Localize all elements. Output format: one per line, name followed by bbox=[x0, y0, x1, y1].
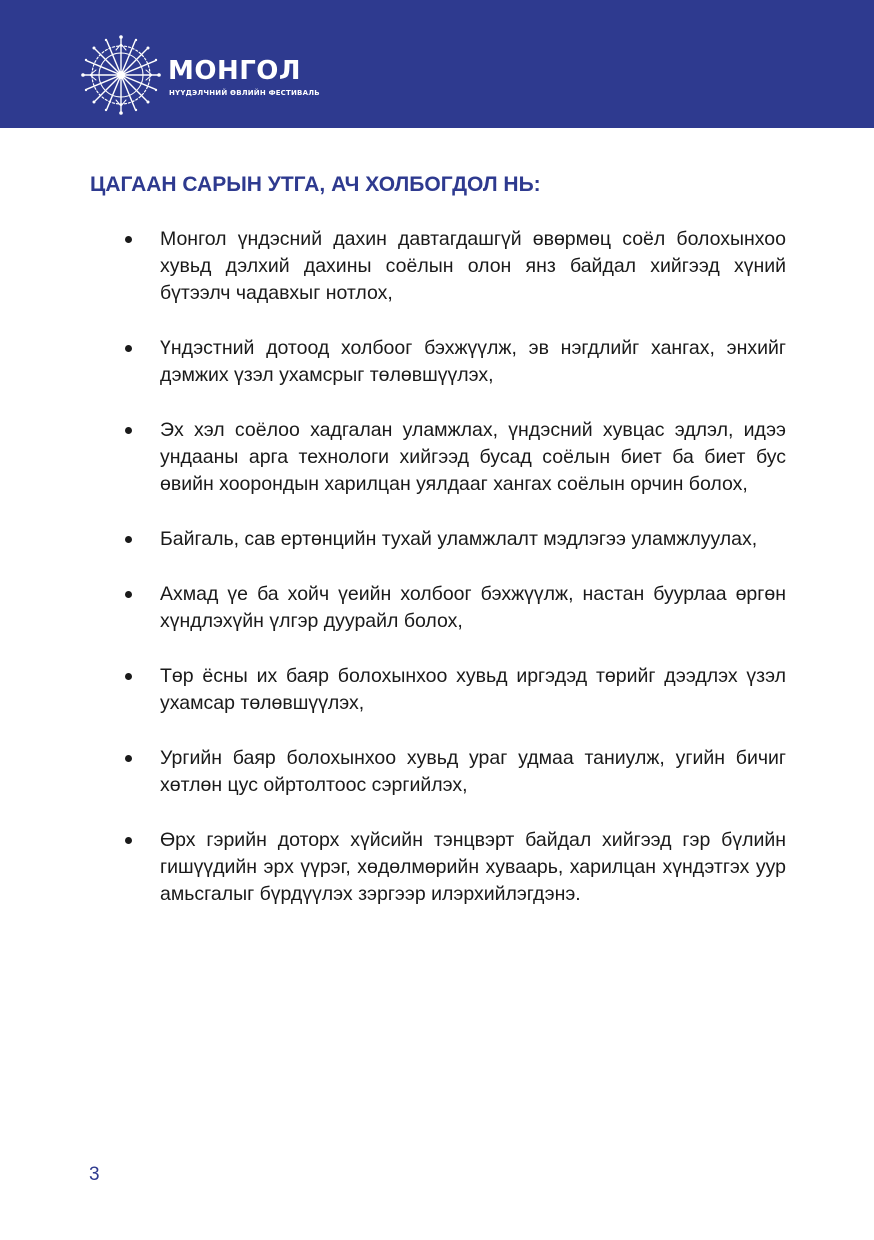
section-heading: ЦАГААН САРЫН УТГА, АЧ ХОЛБОГДОЛ НЬ: bbox=[90, 173, 541, 196]
page-number: 3 bbox=[89, 1164, 100, 1185]
list-item bbox=[118, 226, 786, 307]
list-item-text: Ахмад үе ба хойч үеийн холбоог бэхжүүлж, настан буурлаа өргөн хүндлэхүйн үлгэр дуурайл болох, bbox=[160, 583, 786, 632]
list-item-text: Үндэстний дотоод холбоог бэхжүүлж, эв нэгдлийг хангах, энхийг дэмжих үзэл ухамсрыг төлөвшүүлэх, bbox=[160, 337, 786, 386]
list-item bbox=[118, 526, 786, 553]
snowflake-sun-emblem-icon bbox=[80, 34, 162, 116]
list-item bbox=[118, 335, 786, 389]
list-item-text: Ургийн баяр болохынхоо хувьд ураг удмаа таниулж, угийн бичиг хөтлөн цус ойртолтоос сэргийлэх, bbox=[160, 747, 786, 796]
bullet-icon bbox=[125, 837, 132, 844]
list-item-text: Эх хэл соёлоо хадгалан уламжлах, үндэсний хувцас эдлэл, идээ ундааны арга технологи хийгээд бусад соёлын биет ба биет бус өвийн хоорондын харилцан уялдааг хангах соёлын орчин болох, bbox=[160, 419, 786, 495]
list-item-text: Байгаль, сав ертөнцийн тухай уламжлалт мэдлэгээ уламжлуулах, bbox=[160, 528, 758, 550]
bullet-icon bbox=[125, 673, 132, 680]
logo-title: МОНГОЛ bbox=[168, 56, 301, 86]
bullet-list bbox=[118, 226, 786, 936]
list-item bbox=[118, 663, 786, 717]
list-item-text: Монгол үндэсний дахин давтагдашгүй өвөрмөц соёл болохынхоо хувьд дэлхий дахины соёлын олон янз байдал хийгээд хүний бүтээлч чадавхыг нотлох, bbox=[160, 228, 786, 304]
bullet-icon bbox=[125, 536, 132, 543]
list-item bbox=[118, 581, 786, 635]
header-banner bbox=[0, 0, 874, 128]
bullet-icon bbox=[125, 345, 132, 352]
list-item bbox=[118, 417, 786, 498]
bullet-icon bbox=[125, 427, 132, 434]
list-item-text: Өрх гэрийн доторх хүйсийн тэнцвэрт байдал хийгээд гэр бүлийн гишүүдийн эрх үүрэг, хөдөлмөрийн хуваарь, харилцан хүндэтгэх уур амьсгалыг бүрдүүлэх зэргээр илэрхийлэгдэнэ. bbox=[160, 829, 786, 905]
list-item bbox=[118, 827, 786, 908]
list-item bbox=[118, 745, 786, 799]
bullet-icon bbox=[125, 755, 132, 762]
logo-subtitle: НҮҮДЭЛЧНИЙ ӨВЛИЙН ФЕСТИВАЛЬ bbox=[169, 89, 320, 97]
bullet-icon bbox=[125, 236, 132, 243]
list-item-text: Төр ёсны их баяр болохынхоо хувьд иргэдэд төрийг дээдлэх үзэл ухамсар төлөвшүүлэх, bbox=[160, 665, 786, 714]
bullet-icon bbox=[125, 591, 132, 598]
